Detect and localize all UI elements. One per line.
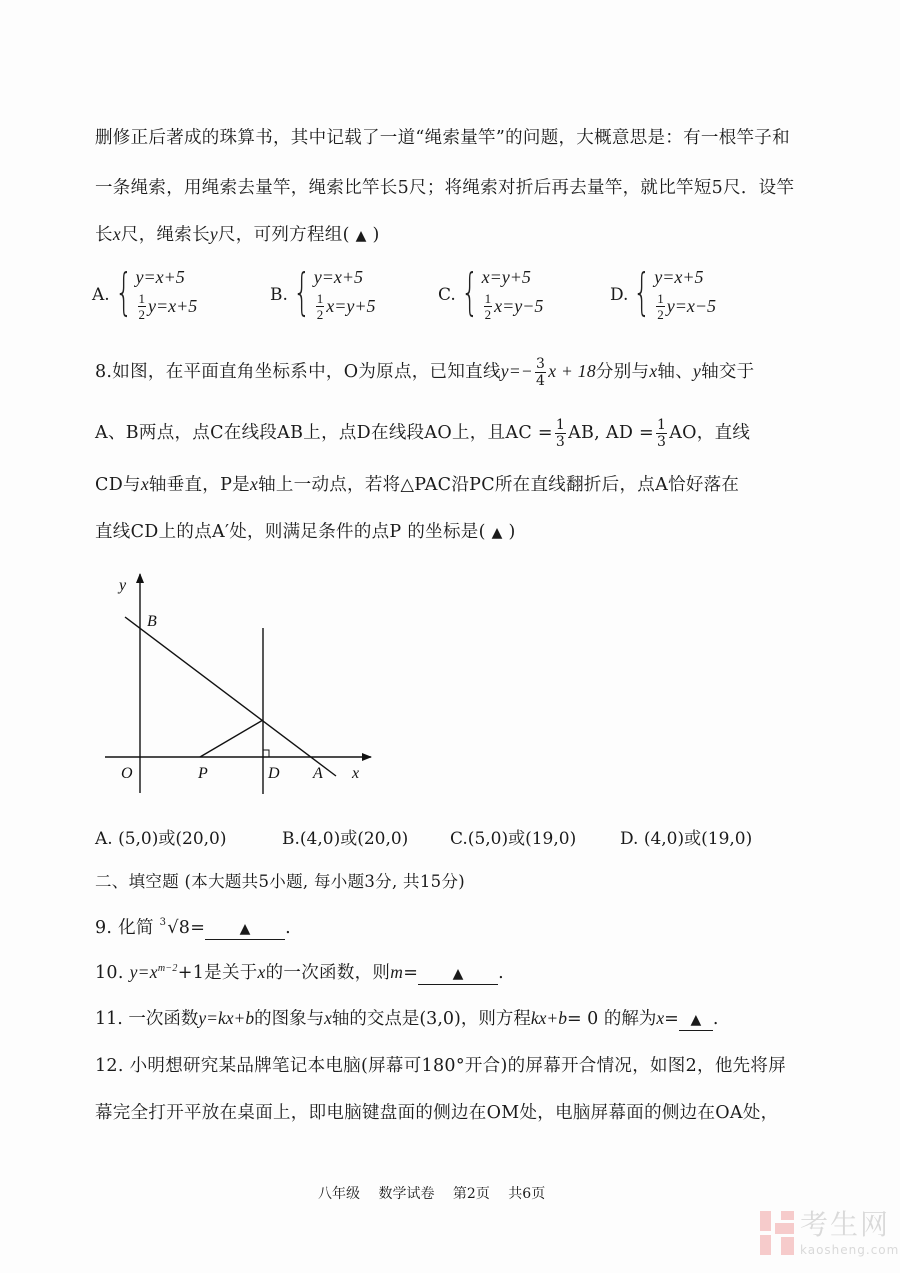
answer-blank[interactable] — [418, 963, 498, 985]
q8-option-b[interactable]: B.(4,0)或(20,0) — [282, 829, 409, 849]
option-label: B. — [270, 285, 288, 305]
line-ab — [125, 617, 336, 776]
equation-system — [314, 266, 376, 324]
fraction: $\frac{1}{2}$ — [484, 290, 492, 322]
label-y: y — [119, 577, 127, 594]
answer-blank[interactable] — [205, 918, 285, 940]
q8-figure — [90, 565, 390, 800]
fraction: $\frac{3}{4}$ — [536, 356, 546, 389]
q11 — [95, 1008, 718, 1031]
footer-subject: 数学试卷 — [378, 1186, 435, 1202]
label-p: P — [198, 765, 208, 782]
var-x: x — [324, 1008, 332, 1028]
text: 的图象与 — [254, 1009, 325, 1029]
text: AB, AD = — [568, 423, 654, 443]
q8-option-a[interactable]: A. (5,0)或(20,0) — [95, 829, 227, 849]
equation-system — [136, 266, 198, 324]
footer-total: 共6页 — [508, 1186, 546, 1202]
q7-option-d[interactable] — [610, 263, 717, 324]
text: 轴、 — [657, 362, 693, 382]
brace-icon: { — [114, 263, 133, 321]
text: = — [664, 1009, 679, 1029]
q7-option-c[interactable] — [438, 263, 544, 324]
text: 尺，绳索长 — [120, 225, 210, 245]
fraction: $\frac{1}{2}$ — [657, 290, 664, 322]
text: 长 — [95, 225, 113, 245]
equation-system — [654, 266, 716, 324]
q8-line-2 — [95, 418, 750, 449]
text: 轴交于 — [701, 362, 755, 382]
text: 尺，可列方程组( — [217, 225, 350, 245]
text: . — [285, 918, 292, 938]
var-x: x — [249, 474, 259, 494]
right-angle-mark — [263, 750, 269, 757]
q7-line-2: 一条绳索，用绳索去量竿，绳索比竿长5尺；将绳索对折后再去量竿，就比竿短5尺．设竿 — [95, 178, 795, 198]
equation: y=− — [500, 361, 534, 381]
fraction: $\frac{1}{2}$ — [316, 290, 324, 322]
footer-grade: 八年级 — [318, 1186, 360, 1202]
text: 分别与 — [595, 362, 650, 382]
equation-2: $\frac{1}{2}$ y=x−5 — [657, 290, 717, 322]
q12-line-1: 12. 小明想研究某品牌笔记本电脑(屏幕可180°开合)的屏幕开合情况，如图2，他先将屏 — [95, 1056, 787, 1076]
text: 直线CD上的点A′处，则满足条件的点P 的坐标是( — [95, 522, 486, 542]
text: = — [403, 963, 419, 983]
watermark — [760, 1208, 899, 1258]
equation: x + 18 — [548, 361, 596, 381]
brace-icon: { — [460, 263, 479, 321]
q8-line-3 — [95, 474, 739, 496]
equation-2: $\frac{1}{2}$ x=y−5 — [484, 290, 544, 322]
text: 8.如图，在平面直角坐标系中，O为原点，已知直线 — [95, 362, 501, 382]
text: A、B两点，点C在线段AB上，点D在线段AO上，且AC = — [95, 423, 553, 443]
section-2-title: 二、填空题 (本大题共5小题, 每小题3分, 共15分) — [95, 872, 465, 891]
text: . — [712, 1009, 719, 1029]
brace-icon: { — [633, 263, 652, 321]
text: AO，直线 — [669, 423, 751, 443]
brace-icon: { — [293, 263, 311, 321]
text: ) — [372, 225, 380, 245]
answer-triangle-icon: ▲ — [239, 921, 251, 937]
q8-line-1 — [95, 357, 754, 388]
text: 轴上一动点，若将△PAC沿PC所在直线翻折后，点A恰好落在 — [258, 475, 740, 495]
q8-line-4 — [95, 522, 516, 543]
text: 的一次函数，则 — [265, 963, 391, 983]
text: = 0 的解为 — [566, 1009, 657, 1029]
text: . — [498, 963, 505, 983]
var-y: y — [209, 224, 218, 244]
label-o: O — [121, 765, 133, 782]
exponent: m−2 — [157, 963, 178, 975]
var-y: y — [693, 361, 702, 381]
root-index: 3 — [159, 917, 167, 928]
footer-page: 第2页 — [452, 1186, 490, 1202]
answer-triangle-icon: ▲ — [452, 966, 464, 982]
radical: √8 — [167, 918, 191, 938]
text: CD与 — [95, 475, 141, 495]
option-label: C. — [438, 285, 456, 305]
text: 轴垂直，P是 — [148, 475, 250, 495]
answer-triangle-icon: ▲ — [491, 525, 503, 541]
q9 — [95, 918, 291, 940]
q10 — [95, 962, 504, 985]
fraction: $\frac{1}{2}$ — [138, 290, 145, 322]
fraction: $\frac{1}{3}$ — [555, 417, 566, 450]
equation-2: $\frac{1}{2}$ x=y+5 — [316, 290, 376, 322]
var-x: x — [649, 361, 658, 381]
watermark-cn: 考生网 — [800, 1208, 891, 1241]
label-a: A — [313, 765, 323, 782]
kaosheng-logo-icon — [760, 1211, 794, 1255]
equation: +1 — [177, 963, 205, 983]
text: 轴的交点是(3,0)，则方程 — [331, 1009, 531, 1029]
page-footer — [318, 1183, 559, 1203]
q7-line-3 — [95, 224, 380, 246]
var-x: x — [257, 962, 266, 982]
text: 9. 化简 — [95, 918, 154, 938]
equation-1: x=y+5 — [481, 267, 531, 287]
answer-triangle-icon: ▲ — [690, 1012, 702, 1028]
q8-option-c[interactable]: C.(5,0)或(19,0) — [450, 829, 577, 849]
answer-triangle-icon: ▲ — [355, 228, 367, 244]
segment-pc — [200, 720, 263, 757]
equation: y=kx+b — [198, 1008, 255, 1028]
text: 11. 一次函数 — [95, 1009, 199, 1029]
var-m: m — [390, 962, 404, 982]
q12-line-2: 幕完全打开平放在桌面上，即电脑键盘面的侧边在OM处，电脑屏幕面的侧边在OA处， — [95, 1103, 779, 1123]
text: ) — [508, 522, 516, 542]
var-x: x — [656, 1008, 665, 1028]
label-d: D — [268, 765, 280, 782]
equation-system — [482, 266, 544, 324]
var-x: x — [140, 474, 149, 494]
equation-2: $\frac{1}{2}$ y=x+5 — [138, 290, 198, 322]
text: 10. — [95, 963, 124, 983]
equation-1: y=x+5 — [313, 267, 363, 287]
text: = — [190, 918, 206, 938]
equation: y=x — [129, 962, 158, 982]
option-label: D. — [610, 285, 629, 305]
var-x: x — [112, 224, 121, 244]
label-b: B — [147, 613, 157, 630]
equation-1: y=x+5 — [135, 267, 185, 287]
equation: kx+b — [530, 1008, 567, 1028]
answer-blank[interactable] — [679, 1009, 713, 1031]
q7-option-a[interactable] — [92, 263, 198, 324]
watermark-en: kaosheng.com — [800, 1243, 900, 1257]
fraction: $\frac{1}{3}$ — [657, 417, 667, 450]
label-x: x — [352, 765, 360, 782]
equation-1: y=x+5 — [654, 267, 704, 287]
option-label: A. — [92, 285, 110, 305]
q7-line-1: 删修正后著成的珠算书，其中记载了一道“绳索量竿”的问题，大概意思是：有一根竿子和 — [95, 128, 790, 148]
q8-option-d[interactable]: D. (4,0)或(19,0) — [620, 829, 753, 849]
text: 是关于 — [204, 963, 258, 983]
q7-option-b[interactable] — [270, 263, 376, 324]
